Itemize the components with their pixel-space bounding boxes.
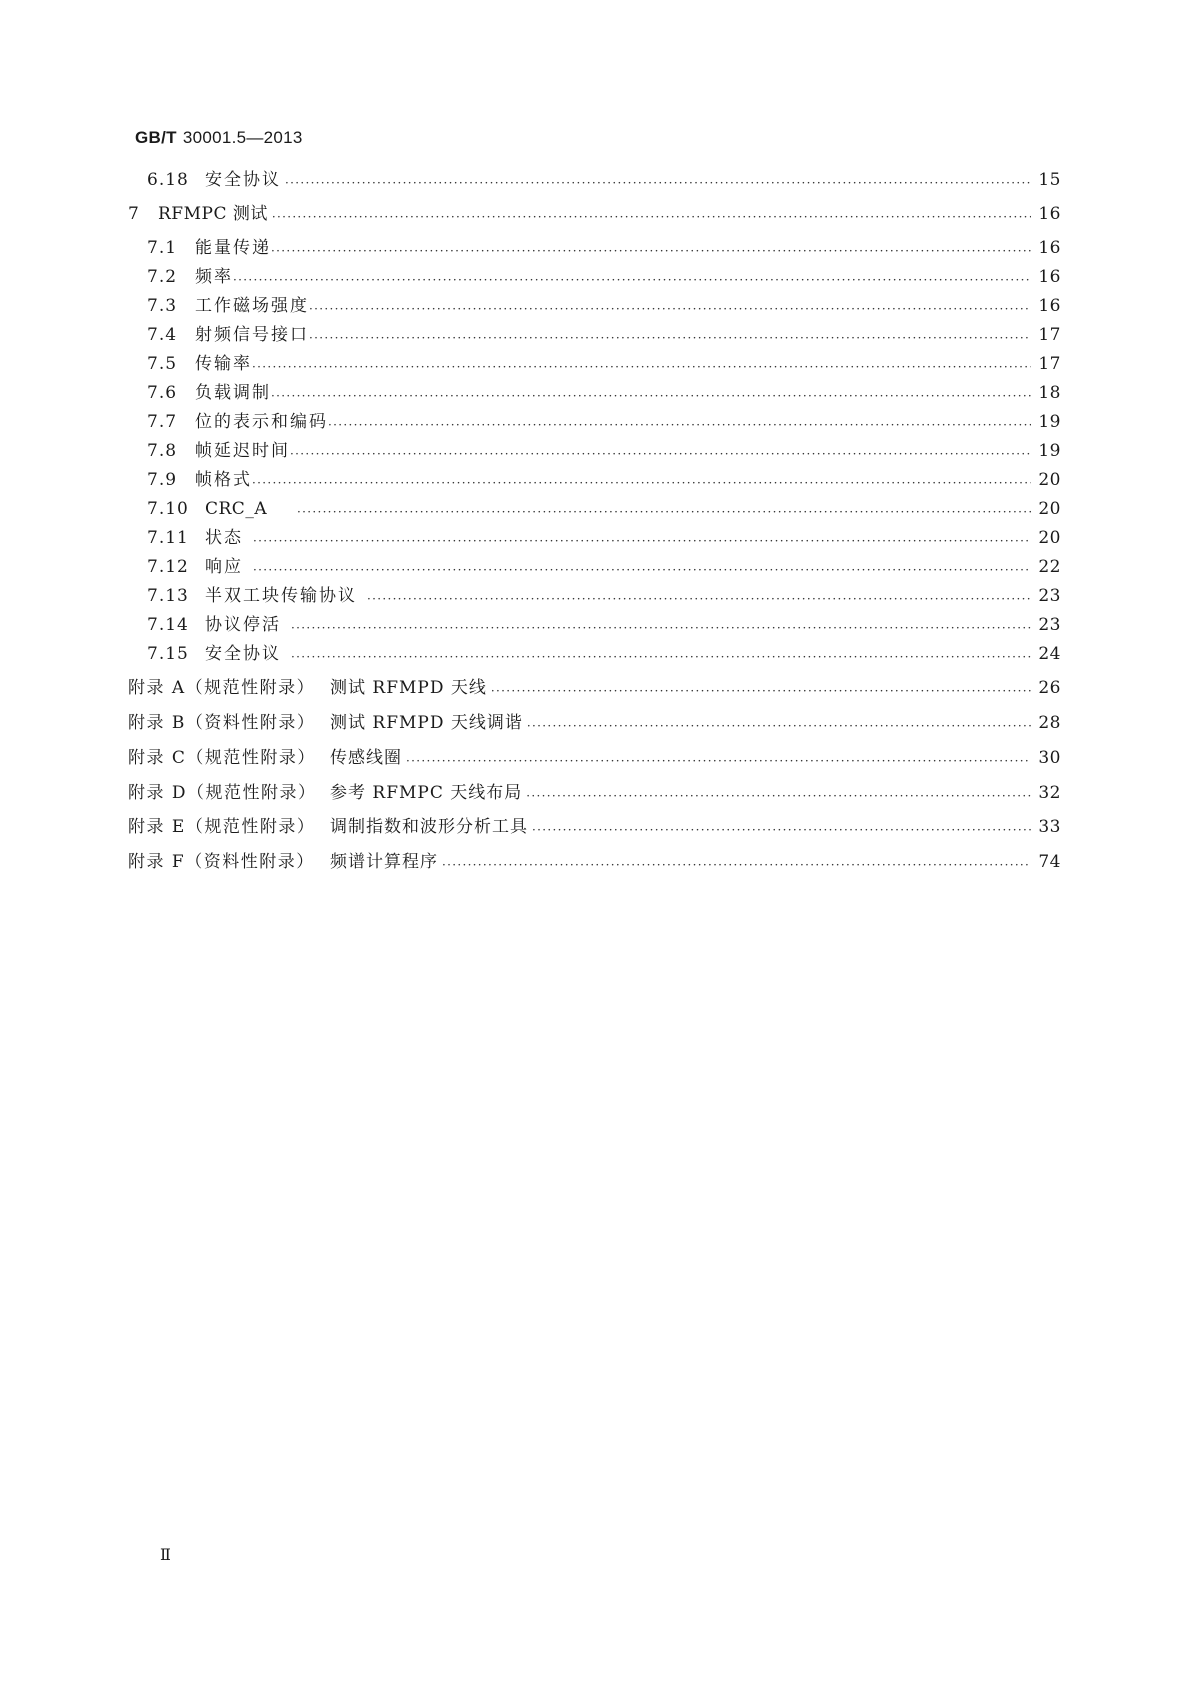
toc-section-number: 7.7 — [147, 412, 178, 432]
toc-leader-dots — [271, 236, 1031, 260]
toc-leader-dots — [526, 781, 1031, 805]
toc-section-title: 频率 — [195, 267, 233, 287]
toc-leader-dots — [328, 410, 1031, 434]
toc-section-number: 7.5 — [147, 354, 178, 374]
toc-page-number: 20 — [1038, 528, 1061, 548]
toc-section-number: 7.8 — [147, 441, 178, 461]
toc-appendix-label: 附录 A（规范性附录） — [128, 678, 316, 698]
toc-leader-dots — [272, 202, 1031, 226]
toc-entry-appendix-d[interactable] — [128, 781, 1061, 805]
toc-page-number: 74 — [1038, 852, 1061, 872]
toc-leader-dots — [285, 168, 1031, 192]
toc-section-title: 位的表示和编码 — [195, 412, 328, 432]
toc-page-number: 17 — [1038, 354, 1061, 374]
toc-page-number: 26 — [1038, 678, 1061, 698]
toc-section-title: 状态 — [205, 528, 243, 548]
toc-appendix-title: 参考 RFMPC 天线布局 — [330, 783, 523, 803]
toc-page-number: 20 — [1038, 499, 1061, 519]
toc-appendix-title: 测试 RFMPD 天线 — [330, 678, 487, 698]
toc-section-title: 能量传递 — [195, 238, 271, 258]
toc-leader-dots — [309, 323, 1031, 347]
toc-page-number: 19 — [1038, 412, 1061, 432]
toc-section-title: 传输率 — [195, 354, 252, 374]
toc-leader-dots — [309, 294, 1031, 318]
toc-leader-dots — [252, 468, 1031, 492]
toc-appendix-title: 传感线圈 — [330, 748, 402, 768]
toc-page-number: 23 — [1038, 586, 1061, 606]
toc-entry-7-6[interactable] — [147, 381, 1061, 405]
toc-entry-7-4[interactable] — [147, 323, 1061, 347]
toc-entry-appendix-f[interactable] — [128, 850, 1061, 874]
toc-entry-appendix-c[interactable] — [128, 746, 1061, 770]
toc-leader-dots — [291, 613, 1031, 637]
toc-leader-dots — [253, 555, 1031, 579]
toc-section-title: 协议停活 — [205, 615, 281, 635]
page-number-footer: Ⅱ — [160, 1545, 171, 1564]
toc-section-number: 6.18 — [147, 170, 189, 190]
toc-appendix-label: 附录 C（规范性附录） — [128, 748, 316, 768]
toc-leader-dots — [297, 497, 1031, 521]
toc-entry-7[interactable] — [128, 202, 1061, 226]
toc-entry-appendix-e[interactable] — [128, 815, 1061, 839]
toc-section-number: 7.6 — [147, 383, 178, 403]
toc-section-number: 7.4 — [147, 325, 178, 345]
toc-page-number: 19 — [1038, 441, 1061, 461]
toc-leader-dots — [532, 815, 1031, 839]
toc-entry-7-12[interactable] — [147, 555, 1061, 579]
toc-leader-dots — [291, 642, 1031, 666]
toc-entry-7-13[interactable] — [147, 584, 1061, 608]
toc-section-number: 7.10 — [147, 499, 189, 519]
toc-page-number: 16 — [1038, 296, 1061, 316]
toc-page-number: 32 — [1038, 783, 1061, 803]
toc-page-number: 17 — [1038, 325, 1061, 345]
toc-leader-dots — [290, 439, 1031, 463]
toc-section-number: 7.15 — [147, 644, 189, 664]
toc-entry-7-5[interactable] — [147, 352, 1061, 376]
toc-appendix-label: 附录 F（资料性附录） — [128, 852, 315, 872]
toc-entry-7-11[interactable] — [147, 526, 1061, 550]
toc-appendix-label: 附录 B（资料性附录） — [128, 713, 316, 733]
toc-entry-7-8[interactable] — [147, 439, 1061, 463]
toc-leader-dots — [406, 746, 1031, 770]
toc-page-number: 16 — [1038, 238, 1061, 258]
toc-entry-7-2[interactable] — [147, 265, 1061, 289]
toc-page-number: 23 — [1038, 615, 1061, 635]
toc-entry-7-10[interactable] — [147, 497, 1061, 521]
toc-section-number: 7.3 — [147, 296, 178, 316]
toc-section-number: 7.13 — [147, 586, 189, 606]
toc-section-title: 帧延迟时间 — [195, 441, 290, 461]
toc-entry-7-9[interactable] — [147, 468, 1061, 492]
toc-page-number: 24 — [1038, 644, 1061, 664]
toc-section-number: 7.11 — [147, 528, 189, 548]
toc-leader-dots — [442, 850, 1031, 874]
toc-page-number: 16 — [1038, 267, 1061, 287]
toc-page-number: 28 — [1038, 713, 1061, 733]
toc-leader-dots — [233, 265, 1031, 289]
toc-leader-dots — [253, 526, 1031, 550]
toc-entry-appendix-b[interactable] — [128, 711, 1061, 735]
toc-section-title: 安全协议 — [205, 170, 281, 190]
toc-appendix-label: 附录 E（规范性附录） — [128, 817, 316, 837]
toc-leader-dots — [491, 676, 1031, 700]
toc-section-number: 7 — [128, 204, 140, 224]
toc-section-number: 7.14 — [147, 615, 189, 635]
toc-page-number: 30 — [1038, 748, 1061, 768]
toc-section-title: CRC_A — [205, 499, 268, 519]
toc-leader-dots — [252, 352, 1031, 376]
toc-section-title: 负载调制 — [195, 383, 271, 403]
toc-page-number: 33 — [1038, 817, 1061, 837]
toc-entry-appendix-a[interactable] — [128, 676, 1061, 700]
toc-entry-7-1[interactable] — [147, 236, 1061, 260]
toc-leader-dots — [367, 584, 1031, 608]
toc-appendix-label: 附录 D（规范性附录） — [128, 783, 317, 803]
toc-section-title: 响应 — [205, 557, 243, 577]
standard-code: GB/T — [135, 128, 177, 147]
toc-page-number: 20 — [1038, 470, 1061, 490]
toc-entry-6-18[interactable] — [147, 168, 1061, 192]
toc-page-number: 22 — [1038, 557, 1061, 577]
toc-section-number: 7.2 — [147, 267, 178, 287]
toc-entry-7-15[interactable] — [147, 642, 1061, 666]
toc-leader-dots — [527, 711, 1031, 735]
toc-section-title: 帧格式 — [195, 470, 252, 490]
toc-section-title: RFMPC 测试 — [158, 204, 268, 224]
toc-appendix-title: 调制指数和波形分析工具 — [330, 817, 528, 837]
toc-entry-7-3[interactable] — [147, 294, 1061, 318]
toc-section-title: 安全协议 — [205, 644, 281, 664]
toc-section-number: 7.12 — [147, 557, 189, 577]
toc-page-number: 18 — [1038, 383, 1061, 403]
toc-page-number: 16 — [1038, 204, 1061, 224]
toc-section-number: 7.9 — [147, 470, 178, 490]
standard-number: 30001.5—2013 — [182, 128, 303, 147]
toc-entry-7-7[interactable] — [147, 410, 1061, 434]
toc-entry-7-14[interactable] — [147, 613, 1061, 637]
toc-appendix-title: 频谱计算程序 — [330, 852, 438, 872]
toc-section-number: 7.1 — [147, 238, 178, 258]
toc-section-title: 射频信号接口 — [195, 325, 309, 345]
toc-leader-dots — [271, 381, 1031, 405]
toc-appendix-title: 测试 RFMPD 天线调谐 — [330, 713, 523, 733]
toc-page-number: 15 — [1038, 170, 1061, 190]
toc-section-title: 半双工块传输协议 — [205, 586, 357, 606]
toc-section-title: 工作磁场强度 — [195, 296, 309, 316]
